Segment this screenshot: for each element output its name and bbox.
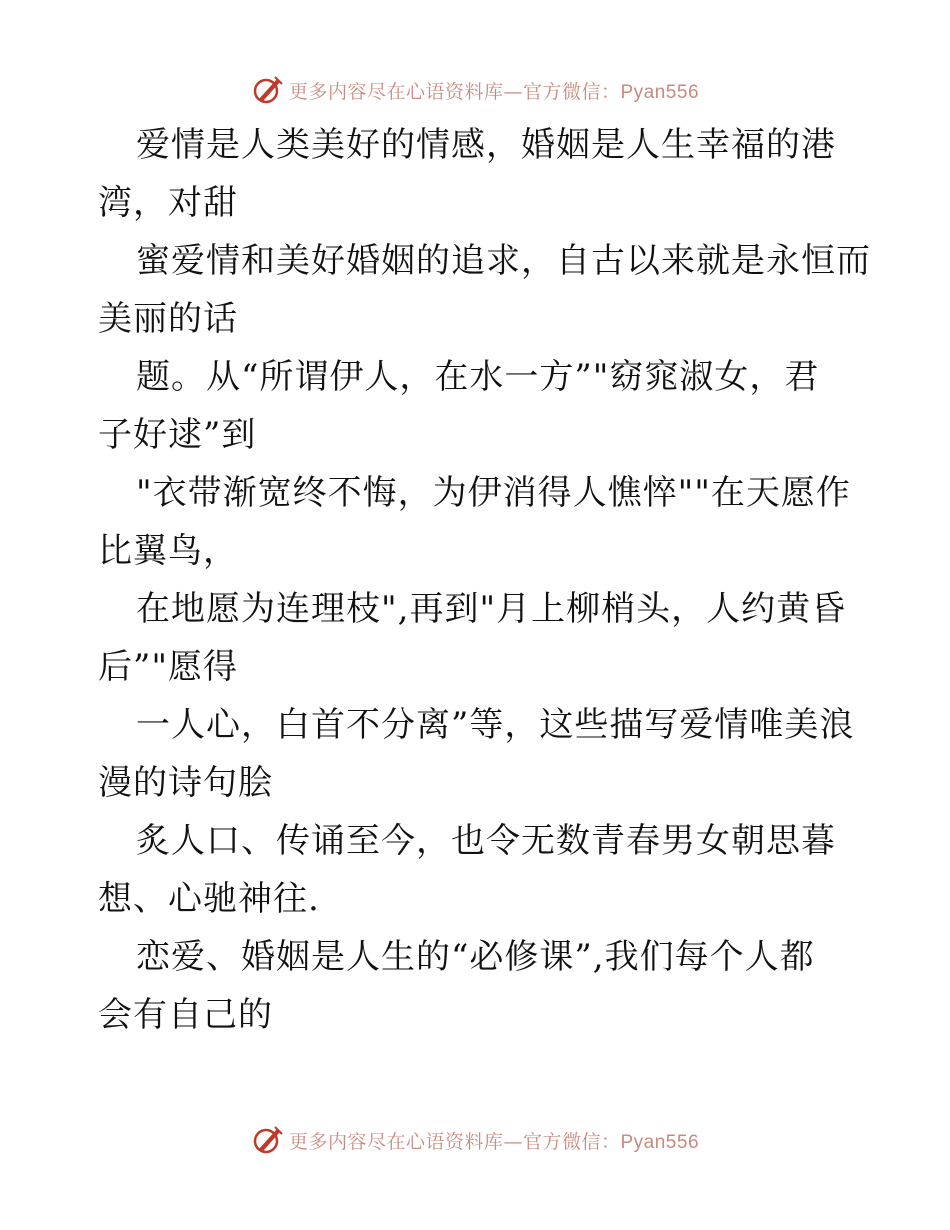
text-line-2: 湾，对甜 xyxy=(98,183,238,223)
footer-watermark xyxy=(0,1120,950,1160)
text-line-10: 后”"愿得 xyxy=(98,647,239,687)
text-line-4: 美丽的话 xyxy=(98,299,238,339)
text-line-14: 想、心驰神往. xyxy=(98,879,320,919)
text-line-5: 题。从“所谓伊人，在水一方”"窈窕淑女，君 xyxy=(136,357,820,397)
text-line-11: 一人心，白首不分离”等，这些描写爱情唯美浪 xyxy=(136,705,855,745)
quill-logo-icon xyxy=(251,1123,285,1157)
text-line-3: 蜜爱情和美好婚姻的追求，自古以来就是永恒而 xyxy=(136,241,871,281)
header-watermark xyxy=(0,70,950,110)
text-line-16: 会有自己的 xyxy=(98,995,273,1035)
text-line-9: 在地愿为连理枝",再到"月上柳梢头，人约黄昏 xyxy=(136,589,847,629)
text-line-12: 漫的诗句脍 xyxy=(98,763,273,803)
text-line-1: 爱情是人类美好的情感，婚姻是人生幸福的港 xyxy=(136,125,836,165)
text-line-15: 恋爱、婚姻是人生的“必修课”,我们每个人都 xyxy=(136,937,815,977)
watermark-text: 更多内容尽在心语资料库—官方微信： xyxy=(288,1130,621,1153)
watermark-wechat-id: Pyan556 xyxy=(620,1131,700,1153)
watermark-wechat-id: Pyan556 xyxy=(620,81,700,103)
text-line-6: 子好逑”到 xyxy=(98,415,257,455)
text-line-8: 比翼鸟， xyxy=(98,531,238,571)
watermark-text: 更多内容尽在心语资料库—官方微信： xyxy=(288,80,621,103)
text-line-13: 炙人口、传诵至今，也令无数青春男女朝思暮 xyxy=(136,821,836,861)
text-line-7: "衣带渐宽终不悔，为伊消得人憔悴""在天愿作 xyxy=(136,473,851,513)
document-body xyxy=(98,116,878,1044)
quill-logo-icon xyxy=(251,73,285,107)
